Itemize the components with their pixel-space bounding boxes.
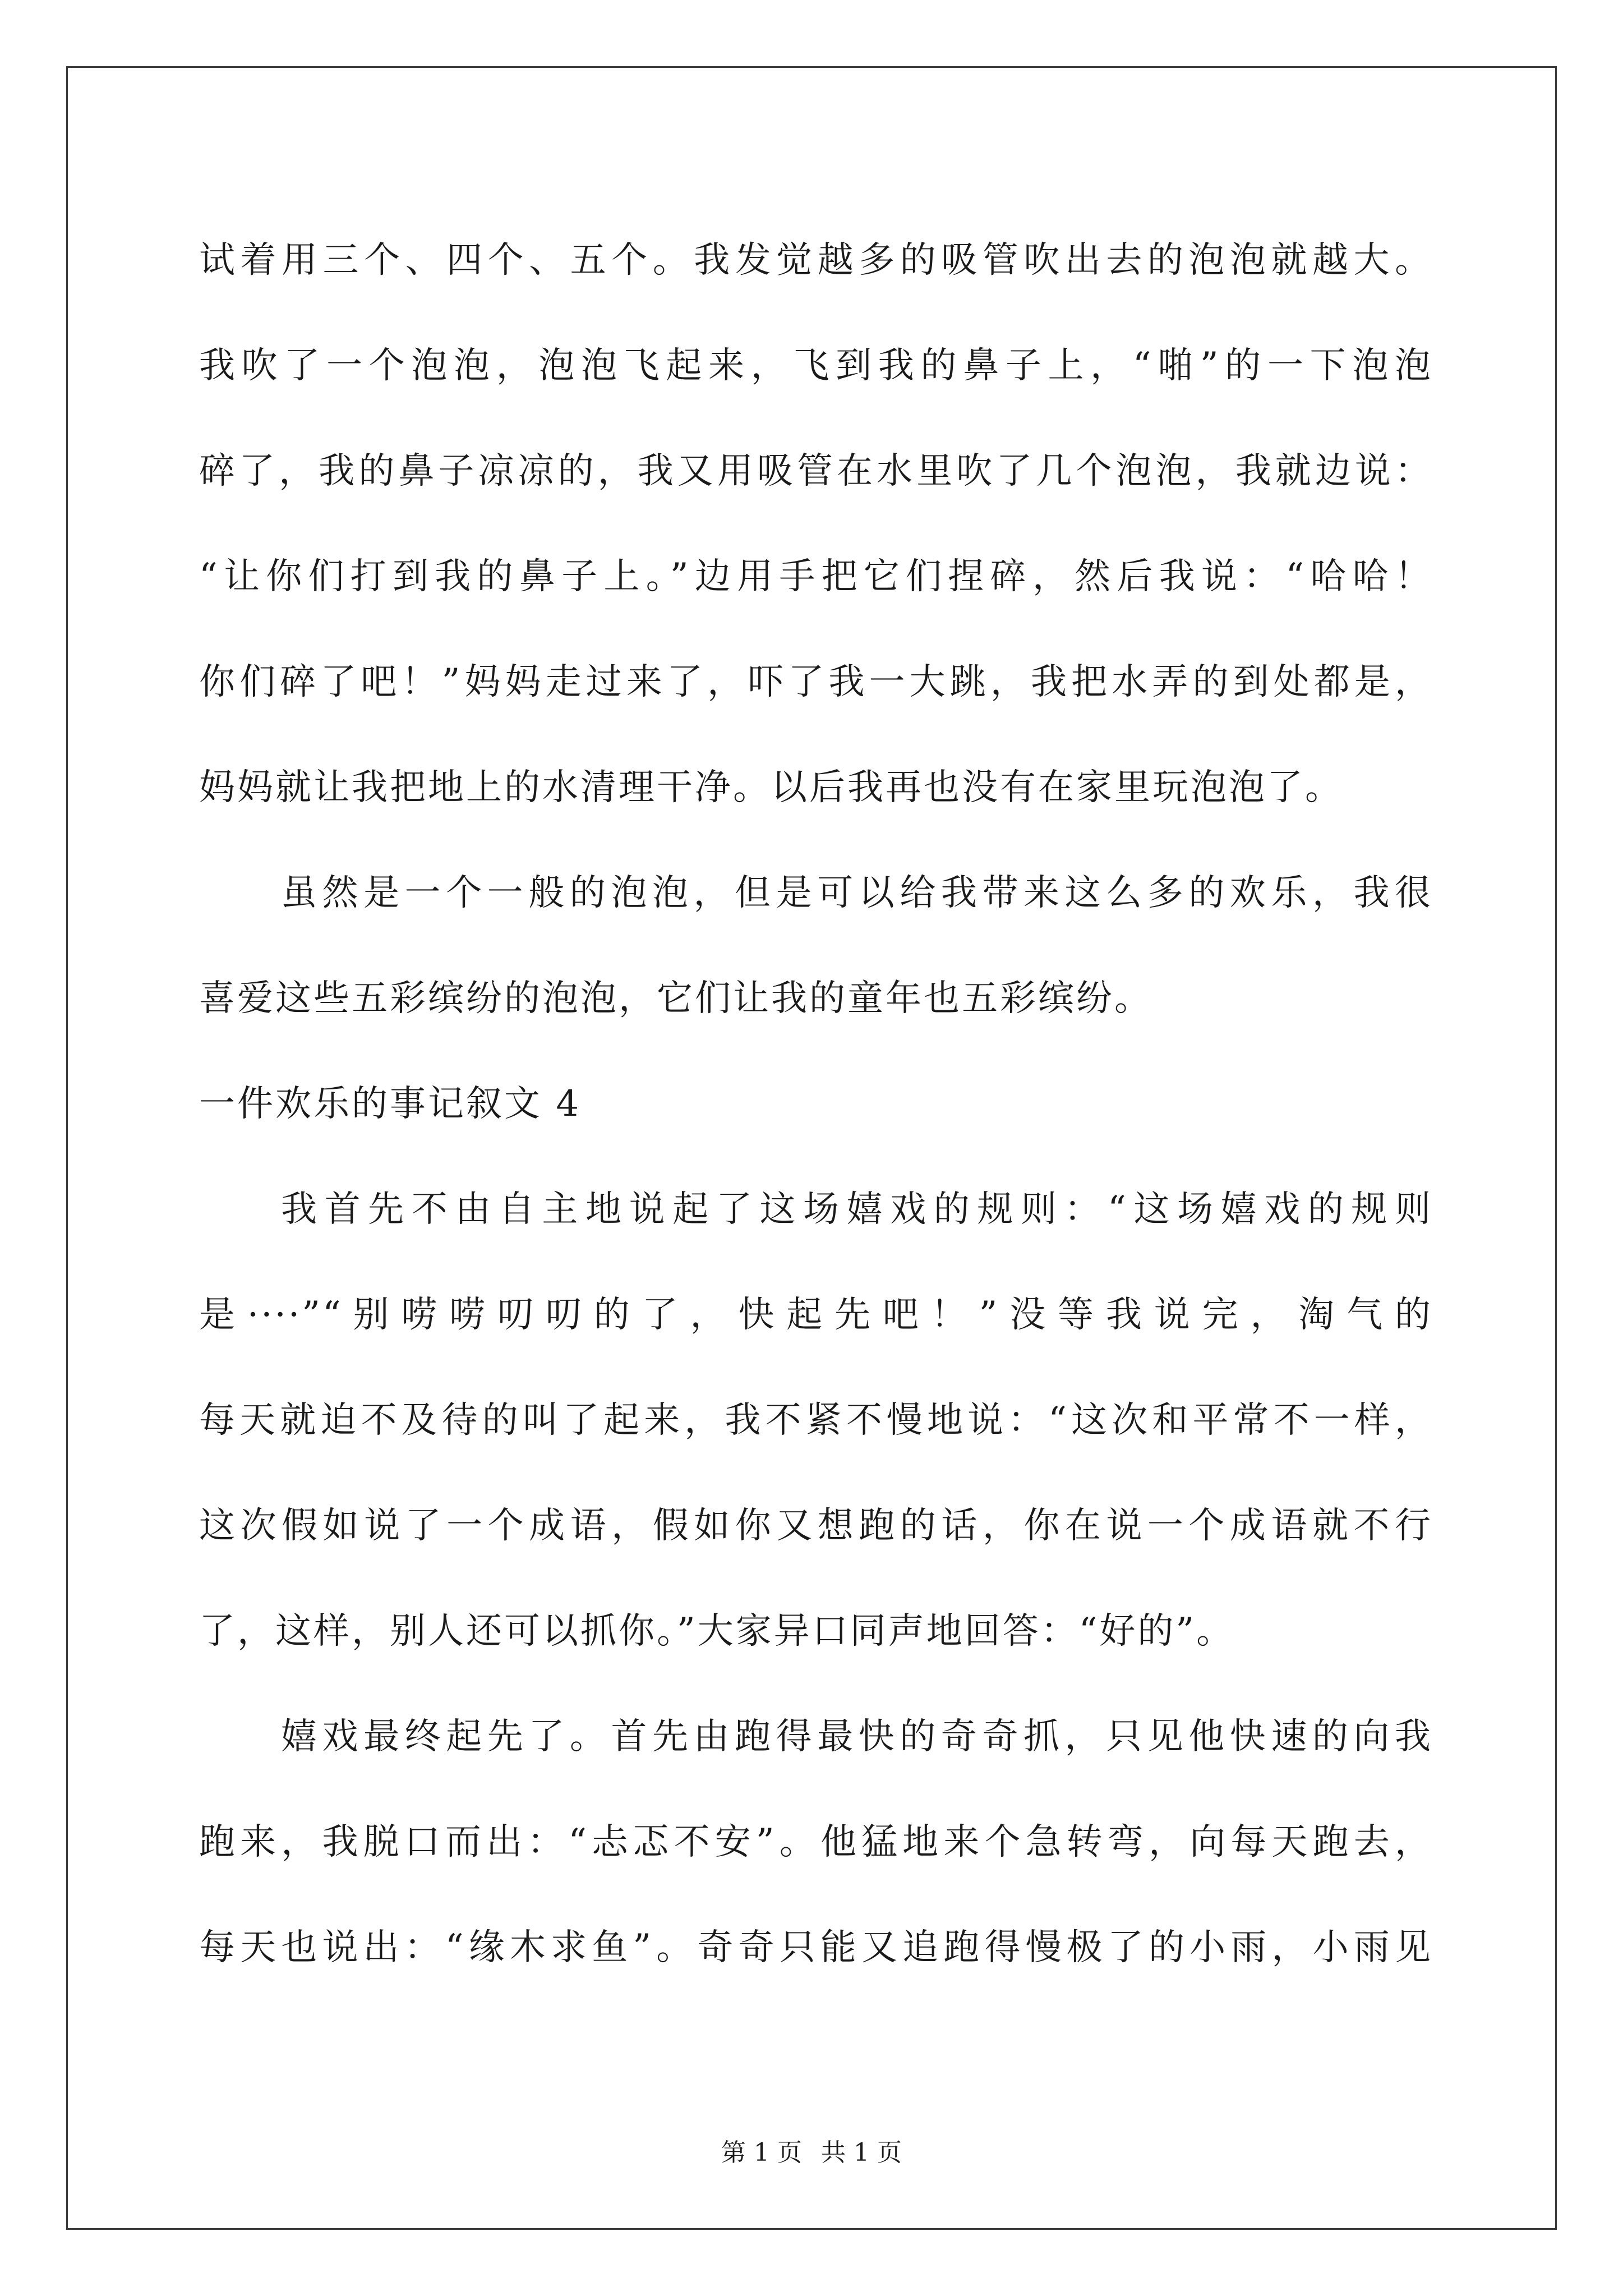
- document-body: [199, 208, 1433, 2000]
- text-line: 每天就迫不及待的叫了起来，我不紧不慢地说：“这次和平常不一样，: [199, 1400, 1433, 1441]
- text-line: 跑来，我脱口而出：“忐忑不安”。他猛地来个急转弯，向每天跑去，: [199, 1821, 1433, 1863]
- paragraph-3: [199, 1157, 1433, 1684]
- text-line: 嬉戏最终起先了。首先由跑得最快的奇奇抓，只见他快速的向我: [281, 1716, 1433, 1757]
- text-line: 了，这样，别人还可以抓你。”大家异口同声地回答：“好的”。: [199, 1611, 1235, 1652]
- page-footer: [0, 2136, 1623, 2170]
- text-line: 碎了，我的鼻子凉凉的，我又用吸管在水里吹了几个泡泡，我就边说：: [199, 450, 1433, 492]
- text-line: “让你们打到我的鼻子上。”边用手把它们捏碎，然后我说：“哈哈！: [199, 556, 1433, 597]
- text-line: 这次假如说了一个成语，假如你又想跑的话，你在说一个成语就不行: [199, 1505, 1433, 1547]
- paragraph-4: [199, 1684, 1433, 2000]
- text-line: 妈妈就让我把地上的水清理干净。以后我再也没有在家里玩泡泡了。: [199, 767, 1343, 808]
- paragraph-1: [199, 208, 1433, 840]
- current-page-label: 第 1 页: [721, 2138, 802, 2167]
- text-line: 我吹了一个泡泡，泡泡飞起来，飞到我的鼻子上，“啪”的一下泡泡: [199, 345, 1433, 386]
- total-pages-label: 共 1 页: [821, 2138, 902, 2167]
- text-line: 每天也说出：“缘木求鱼”。奇奇只能又追跑得慢极了的小雨，小雨见: [199, 1927, 1433, 1968]
- text-line: 我首先不由自主地说起了这场嬉戏的规则：“这场嬉戏的规则: [281, 1189, 1433, 1230]
- section-heading: 一件欢乐的事记叙文 4: [199, 1083, 582, 1125]
- text-line: 试着用三个、四个、五个。我发觉越多的吸管吹出去的泡泡就越大。: [199, 240, 1433, 281]
- paragraph-2: [199, 840, 1433, 1051]
- text-line: 是····”“别唠唠叨叨的了，快起先吧！”没等我说完，淘气的: [199, 1294, 1433, 1336]
- text-line: 你们碎了吧！”妈妈走过来了，吓了我一大跳，我把水弄的到处都是，: [199, 661, 1433, 703]
- text-line: 喜爱这些五彩缤纷的泡泡，它们让我的童年也五彩缤纷。: [199, 978, 1152, 1019]
- text-line: 虽然是一个一般的泡泡，但是可以给我带来这么多的欢乐，我很: [281, 872, 1433, 914]
